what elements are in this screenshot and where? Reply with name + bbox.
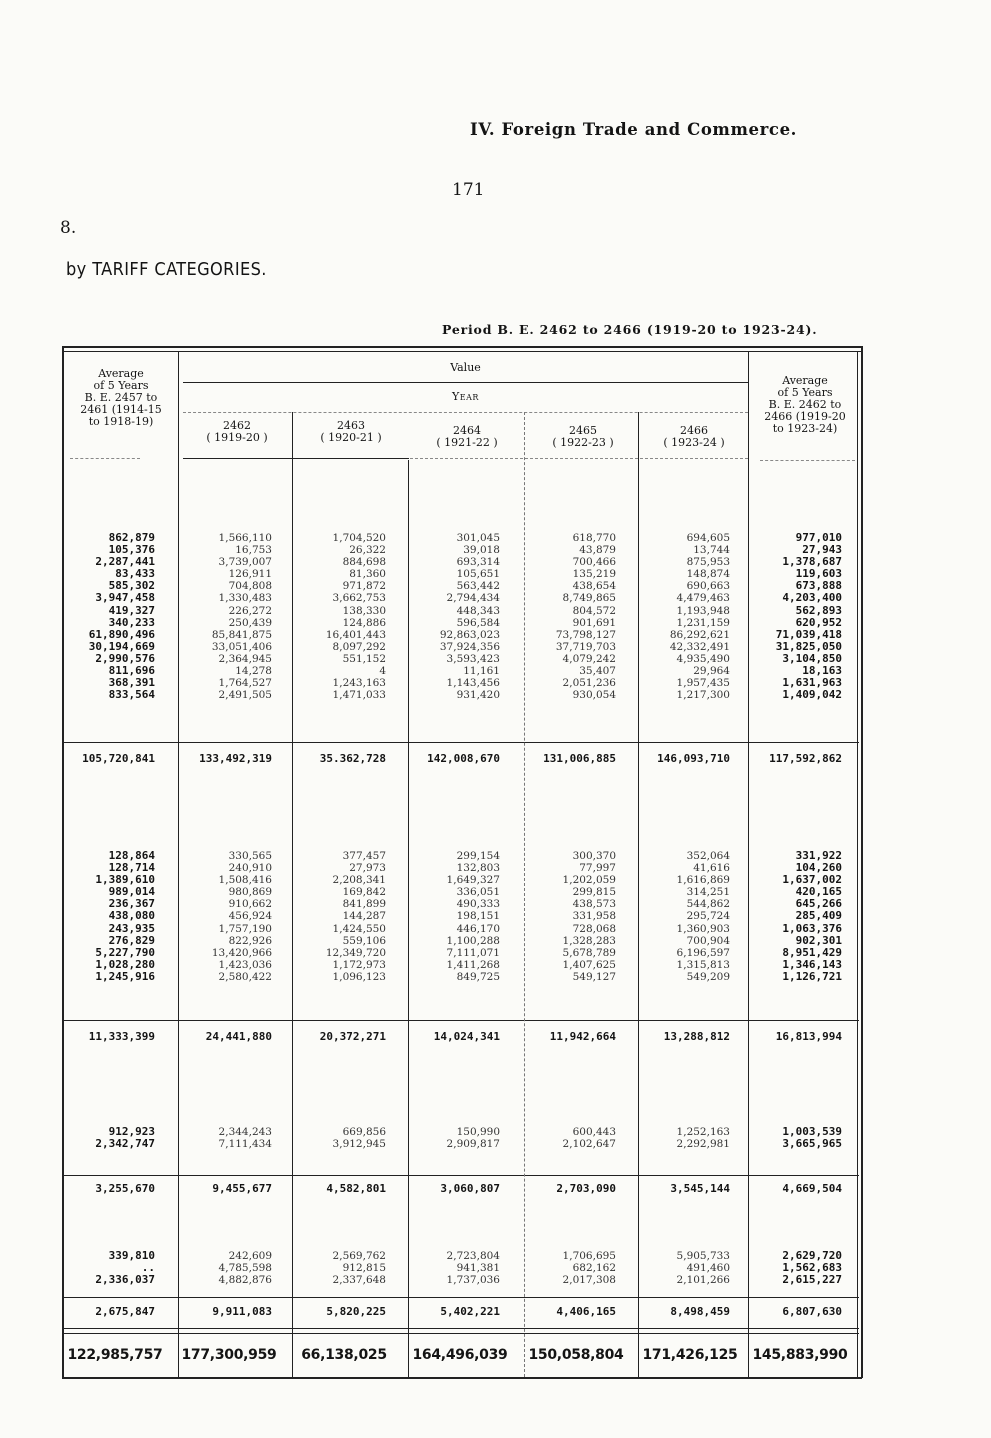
header-value: Value: [450, 361, 481, 374]
group-2-subtotal-y2464: 14,024,341: [433, 1030, 500, 1043]
group-2-y2465-column: 300,370 77,997 1,202,059 299,815 438,573 331,958 728,068 1,328,283 5,678,789 1,407,625 549,127: [562, 850, 616, 983]
section-title: IV. Foreign Trade and Commerce.: [470, 120, 798, 139]
group-3-subtotal-avg-after: 4,669,504: [782, 1182, 842, 1195]
group-2-subtotal-y2465: 11,942,664: [549, 1030, 616, 1043]
group-1-avg-before-column: 862,879 105,376 2,287,441 83,433 585,302 3,947,458 419,327 340,233 61,890,496 30,194,669 2,990,576 811,696 368,391 833,564: [88, 531, 155, 702]
group-2-subtotal-avg-after: 16,813,994: [775, 1030, 842, 1043]
group-4-avg-before-column: 339,810 .. 2,336,037: [95, 1249, 155, 1287]
group-2-avg-after-column: 331,922 104,260 1,637,002 420,165 645,266 285,409 1,063,376 902,301 8,951,429 1,346,143 1,126,721: [782, 849, 842, 983]
grand-total-y2466: 171,426,125: [642, 1347, 738, 1363]
grand-total-y2465: 150,058,804: [528, 1347, 624, 1363]
group-4-avg-after-column: 2,629,720 1,562,683 2,615,227: [782, 1249, 842, 1287]
group-3-subtotal-y2465: 2,703,090: [556, 1182, 616, 1195]
group-1-y2462-column: 1,566,110 16,753 3,739,007 126,911 704,808 1,330,483 226,272 250,439 85,841,875 33,051,406 2,364,945 14,278 1,764,527 2,491,505: [211, 532, 272, 702]
group-1-subtotal-y2465: 131,006,885: [543, 752, 616, 765]
group-2-subtotal-y2463: 20,372,271: [319, 1030, 386, 1043]
page-number: 171: [452, 180, 485, 200]
header-year: Year: [452, 390, 479, 403]
group-4-subtotal-avg-before: 2,675,847: [95, 1305, 155, 1318]
group-1-subtotal-y2466: 146,093,710: [657, 752, 730, 765]
table-number: 8.: [60, 218, 77, 238]
group-3-y2462-column: 2,344,243 7,111,434: [218, 1126, 272, 1151]
header-average-before: Average of 5 Years B. E. 2457 to 2461 (1914-15 to 1918-19): [80, 367, 162, 428]
group-2-y2462-column: 330,565 240,910 1,508,416 980,869 910,662 456,924 1,757,190 822,926 13,420,966 1,423,036 2,580,422: [211, 850, 272, 983]
group-1-subtotal-y2462: 133,492,319: [199, 752, 272, 765]
grand-total-avg-after: 145,883,990: [752, 1347, 848, 1363]
header-average-after: Average of 5 Years B. E. 2462 to 2466 (1919-20 to 1923-24): [764, 374, 846, 435]
group-4-y2464-column: 2,723,804 941,381 1,737,036: [446, 1250, 500, 1287]
group-1-y2465-column: 618,770 43,879 700,466 135,219 438,654 8,749,865 804,572 901,691 73,798,127 37,719,703 4,079,242 35,407 2,051,236 930,054: [555, 532, 616, 702]
group-4-y2465-column: 1,706,695 682,162 2,017,308: [562, 1250, 616, 1287]
grand-total-y2462: 177,300,959: [181, 1347, 277, 1363]
group-1-avg-after-column: 977,010 27,943 1,378,687 119,603 673,888 4,203,400 562,893 620,952 71,039,418 31,825,050 3,104,850 18,163 1,631,963 1,409,042: [775, 531, 842, 702]
grand-total-y2463: 66,138,025: [301, 1347, 387, 1363]
group-4-subtotal-avg-after: 6,807,630: [782, 1305, 842, 1318]
group-1-y2463-column: 1,704,520 26,322 884,698 81,360 971,872 3,662,753 138,330 124,886 16,401,443 8,097,292 551,152 4 1,243,163 1,471,033: [325, 532, 386, 702]
group-2-avg-before-column: 128,864 128,714 1,389,610 989,014 236,367 438,080 243,935 276,829 5,227,790 1,028,280 1,245,916: [95, 849, 155, 983]
group-4-subtotal-y2465: 4,406,165: [556, 1305, 616, 1318]
group-4-subtotal-y2462: 9,911,083: [212, 1305, 272, 1318]
header-year-2466: 2466 ( 1923-24 ): [663, 424, 725, 449]
group-1-subtotal-y2464: 142,008,670: [427, 752, 500, 765]
group-2-subtotal-y2462: 24,441,880: [205, 1030, 272, 1043]
group-4-y2463-column: 2,569,762 912,815 2,337,648: [332, 1250, 386, 1287]
period-title: Period B. E. 2462 to 2466 (1919-20 to 1923-24).: [442, 322, 818, 337]
group-2-y2466-column: 352,064 41,616 1,616,869 314,251 544,862 295,724 1,360,903 700,904 6,196,597 1,315,813 549,209: [676, 850, 730, 983]
group-2-y2463-column: 377,457 27,973 2,208,341 169,842 841,899 144,287 1,424,550 559,106 12,349,720 1,172,973 1,096,123: [325, 850, 386, 983]
group-1-y2464-column: 301,045 39,018 693,314 105,651 563,442 2,794,434 448,343 596,584 92,863,023 37,924,356 3,593,423 11,161 1,143,456 931,420: [439, 532, 500, 702]
group-3-subtotal-y2466: 3,545,144: [670, 1182, 730, 1195]
group-3-subtotal-y2462: 9,455,677: [212, 1182, 272, 1195]
group-4-subtotal-y2464: 5,402,221: [440, 1305, 500, 1318]
group-3-y2466-column: 1,252,163 2,292,981: [676, 1126, 730, 1151]
group-2-y2464-column: 299,154 132,803 1,649,327 336,051 490,333 198,151 446,170 1,100,288 7,111,071 1,411,268 849,725: [446, 850, 500, 983]
group-3-y2464-column: 150,990 2,909,817: [446, 1126, 500, 1151]
group-3-y2465-column: 600,443 2,102,647: [562, 1126, 616, 1151]
group-4-y2466-column: 5,905,733 491,460 2,101,266: [676, 1250, 730, 1287]
group-3-y2463-column: 669,856 3,912,945: [332, 1126, 386, 1151]
group-4-subtotal-y2466: 8,498,459: [670, 1305, 730, 1318]
group-1-subtotal-y2463: 35.362,728: [319, 752, 386, 765]
group-4-y2462-column: 242,609 4,785,598 4,882,876: [218, 1250, 272, 1287]
group-3-subtotal-y2463: 4,582,801: [326, 1182, 386, 1195]
grand-total-avg-before: 122,985,757: [67, 1347, 163, 1363]
group-3-avg-before-column: 912,923 2,342,747: [95, 1125, 155, 1151]
group-3-avg-after-column: 1,003,539 3,665,965: [782, 1125, 842, 1151]
table-subtitle: by TARIFF CATEGORIES.: [66, 259, 267, 280]
header-year-2464: 2464 ( 1921-22 ): [436, 424, 498, 449]
grand-total-y2464: 164,496,039: [412, 1347, 508, 1363]
group-3-subtotal-y2464: 3,060,807: [440, 1182, 500, 1195]
header-year-2463: 2463 ( 1920-21 ): [320, 419, 382, 444]
group-1-y2466-column: 694,605 13,744 875,953 148,874 690,663 4,479,463 1,193,948 1,231,159 86,292,621 42,332,491 4,935,490 29,964 1,957,435 1,217,300: [669, 532, 730, 702]
group-1-subtotal-avg-after: 117,592,862: [769, 752, 842, 765]
group-1-subtotal-avg-before: 105,720,841: [82, 752, 155, 765]
group-4-subtotal-y2463: 5,820,225: [326, 1305, 386, 1318]
group-2-subtotal-y2466: 13,288,812: [663, 1030, 730, 1043]
header-year-2462: 2462 ( 1919-20 ): [206, 419, 268, 444]
group-2-subtotal-avg-before: 11,333,399: [88, 1030, 155, 1043]
header-year-2465: 2465 ( 1922-23 ): [552, 424, 614, 449]
group-3-subtotal-avg-before: 3,255,670: [95, 1182, 155, 1195]
